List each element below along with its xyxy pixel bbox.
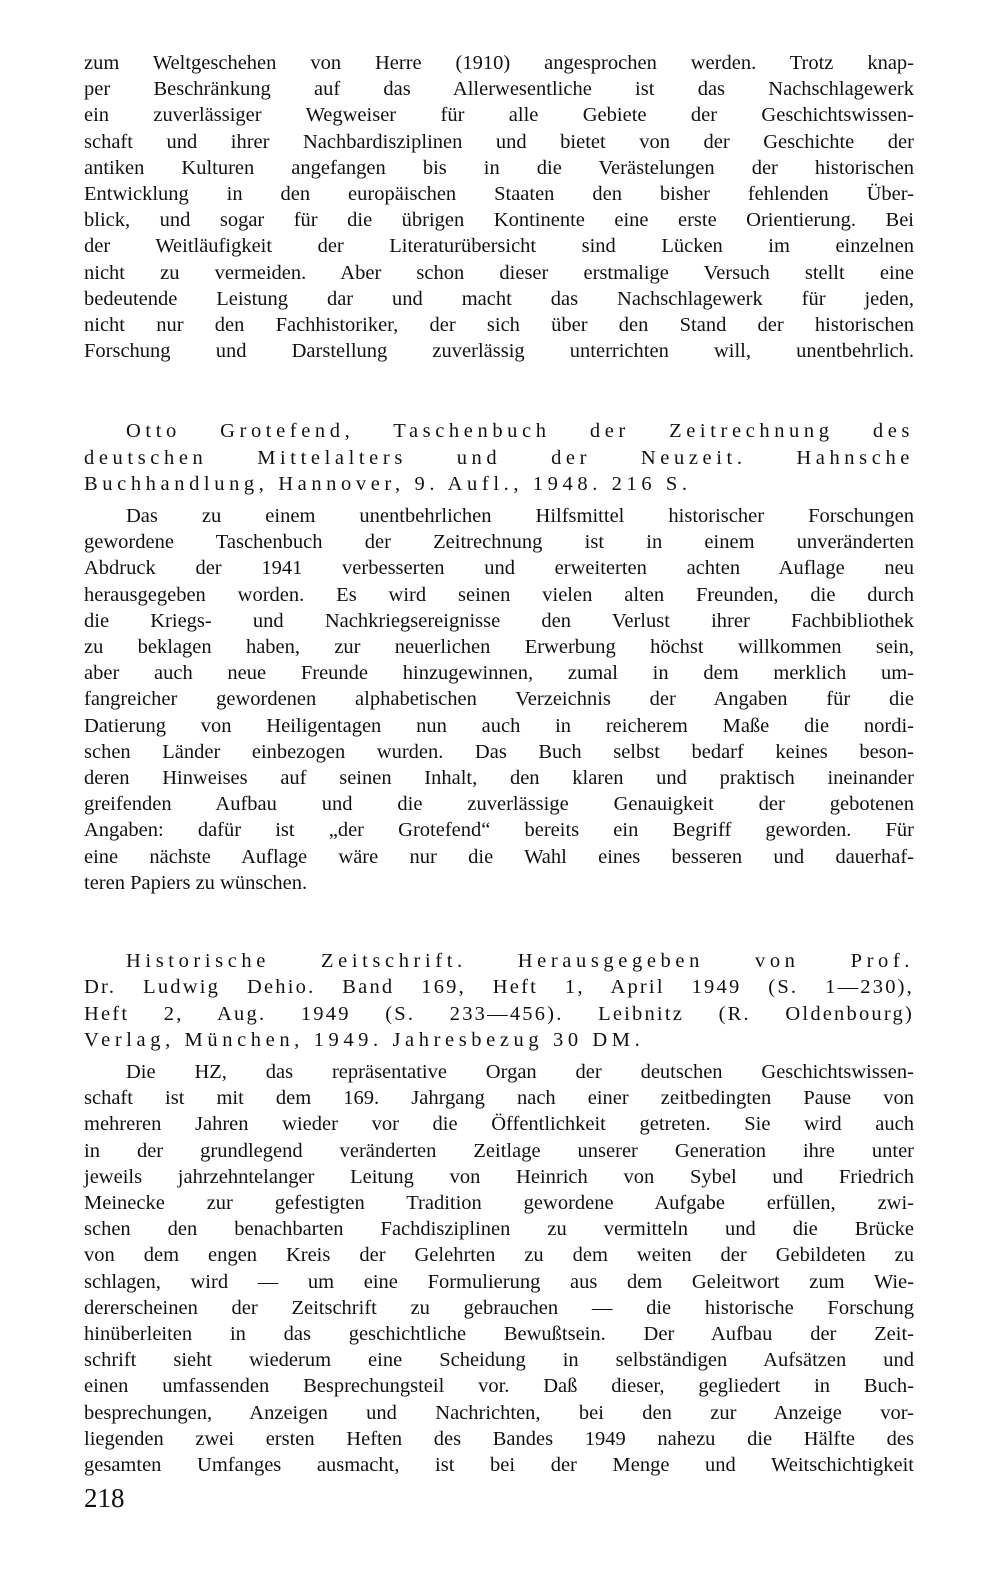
text-line: liegenden zwei ersten Heften des Bandes 1949 nahezu die Hälfte des bbox=[84, 1427, 914, 1450]
citation-line: Heft 2, Aug. 1949 (S. 233—456). Leibnitz (R. Oldenbourg) bbox=[84, 1002, 914, 1025]
text-line: jeweils jahrzehntelanger Leitung von Heinrich von Sybel und Friedrich bbox=[84, 1165, 914, 1188]
text-line: die Kriegs- und Nachkriegsereignisse den Verlust ihrer Fachbibliothek bbox=[84, 609, 914, 632]
page-content bbox=[84, 50, 914, 1478]
text-line: aber auch neue Freunde hinzugewinnen, zumal in dem merklich um- bbox=[84, 662, 914, 685]
text-line: bedeutende Leistung dar und macht das Nachschlagewerk für jeden, bbox=[84, 287, 914, 310]
review-body bbox=[84, 1059, 914, 1478]
text-line: Abdruck der 1941 verbesserten und erweiterten achten Auflage neu bbox=[84, 557, 914, 580]
text-line: nicht zu vermeiden. Aber schon dieser erstmalige Versuch stellt eine bbox=[84, 261, 914, 284]
text-line: hinüberleiten in das geschichtliche Bewußtsein. Der Aufbau der Zeit- bbox=[84, 1322, 914, 1345]
text-line: eine nächste Auflage wäre nur die Wahl eines besseren und dauerhaf- bbox=[84, 845, 914, 868]
text-line: zu beklagen haben, zur neuerlichen Erwerbung höchst willkommen sein, bbox=[84, 636, 914, 659]
text-line: antiken Kulturen angefangen bis in die Verästelungen der historischen bbox=[84, 156, 914, 179]
text-line: gewordene Taschenbuch der Zeitrechnung ist in einem unveränderten bbox=[84, 531, 914, 554]
text-line: schlagen, wird — um eine Formulierung aus dem Geleitwort zum Wie- bbox=[84, 1270, 914, 1293]
review-citation bbox=[84, 948, 914, 1053]
review-citation bbox=[84, 418, 914, 497]
text-line: herausgegeben worden. Es wird seinen vielen alten Freunden, die durch bbox=[84, 583, 914, 606]
text-line: in der grundlegend veränderten Zeitlage unserer Generation ihre unter bbox=[84, 1139, 914, 1162]
text-line: zum Weltgeschehen von Herre (1910) angesprochen werden. Trotz knap- bbox=[84, 52, 914, 74]
text-line: schrift sieht wiederum eine Scheidung in selbständigen Aufsätzen und bbox=[84, 1349, 914, 1372]
text-line: Datierung von Heiligentagen nun auch in reicherem Maße die nordi- bbox=[84, 714, 914, 737]
text-line: per Beschränkung auf das Allerwesentliche ist das Nachschlagewerk bbox=[84, 78, 914, 101]
text-line: Angaben: dafür ist „der Grotefend“ bereits ein Begriff geworden. Für bbox=[84, 819, 914, 842]
text-line: schaft und ihrer Nachbardisziplinen und bietet von der Geschichte der bbox=[84, 130, 914, 153]
text-line: deren Hinweises auf seinen Inhalt, den klaren und praktisch ineinander bbox=[84, 767, 914, 790]
page-number: 218 bbox=[84, 1483, 125, 1513]
text-line: Entwicklung in den europäischen Staaten den bisher fehlenden Über- bbox=[84, 183, 914, 206]
text-line: besprechungen, Anzeigen und Nachrichten, bei den zur Anzeige vor- bbox=[84, 1401, 914, 1424]
text-line: greifenden Aufbau und die zuverlässige Genauigkeit der gebotenen bbox=[84, 793, 914, 816]
text-line: von dem engen Kreis der Gelehrten zu dem weiten der Gebildeten zu bbox=[84, 1244, 914, 1267]
text-line: schen Länder einbezogen wurden. Das Buch selbst bedarf keines beson- bbox=[84, 740, 914, 763]
citation-line: Verlag, München, 1949. Jahresbezug 30 DM. bbox=[84, 1028, 645, 1051]
text-line: nicht nur den Fachhistoriker, der sich über den Stand der historischen bbox=[84, 314, 914, 337]
text-line: fangreicher gewordenen alphabetischen Verzeichnis der Angaben für die bbox=[84, 688, 914, 711]
citation-line: Dr. Ludwig Dehio. Band 169, Heft 1, April 1949 (S. 1—230), bbox=[84, 976, 914, 999]
text-line: einen umfassenden Besprechungsteil vor. Daß dieser, gegliedert in Buch- bbox=[84, 1375, 914, 1398]
text-line: Meinecke zur gefestigten Tradition gewordene Aufgabe erfüllen, zwi- bbox=[84, 1191, 914, 1214]
review-body bbox=[84, 503, 914, 896]
text-line: Das zu einem unentbehrlichen Hilfsmittel historischer Forschungen bbox=[126, 505, 914, 528]
text-line: teren Papiers zu wünschen. bbox=[84, 871, 308, 894]
review-grotefend bbox=[84, 418, 914, 896]
intro-paragraph bbox=[84, 50, 914, 364]
text-line: der Weitläufigkeit der Literaturübersicht sind Lücken im einzelnen bbox=[84, 235, 914, 258]
text-line: Forschung und Darstellung zuverlässig unterrichten will, unentbehrlich. bbox=[84, 340, 914, 363]
text-line: ein zuverlässiger Wegweiser für alle Gebiete der Geschichtswissen- bbox=[84, 104, 914, 127]
text-line: Die HZ, das repräsentative Organ der deutschen Geschichtswissen- bbox=[126, 1060, 914, 1083]
review-historische-zeitschrift bbox=[84, 948, 914, 1478]
citation-line: Historische Zeitschrift. Herausgegeben von Prof. bbox=[126, 950, 914, 973]
citation-line: Buchhandlung, Hannover, 9. Aufl., 1948. 216 S. bbox=[84, 472, 692, 495]
text-line: mehreren Jahren wieder vor die Öffentlichkeit getreten. Sie wird auch bbox=[84, 1113, 914, 1136]
citation-line: deutschen Mittelalters und der Neuzeit. Hahnsche bbox=[84, 446, 914, 469]
text-line: schaft ist mit dem 169. Jahrgang nach einer zeitbedingten Pause von bbox=[84, 1087, 914, 1110]
text-line: dererscheinen der Zeitschrift zu gebrauchen — die historische Forschung bbox=[84, 1296, 914, 1319]
text-line: gesamten Umfanges ausmacht, ist bei der Menge und Weitschichtigkeit bbox=[84, 1453, 914, 1476]
text-line: blick, und sogar für die übrigen Kontinente eine erste Orientierung. Bei bbox=[84, 209, 914, 232]
text-line: schen den benachbarten Fachdisziplinen zu vermitteln und die Brücke bbox=[84, 1218, 914, 1241]
citation-line: Otto Grotefend, Taschenbuch der Zeitrechnung des bbox=[126, 420, 914, 443]
